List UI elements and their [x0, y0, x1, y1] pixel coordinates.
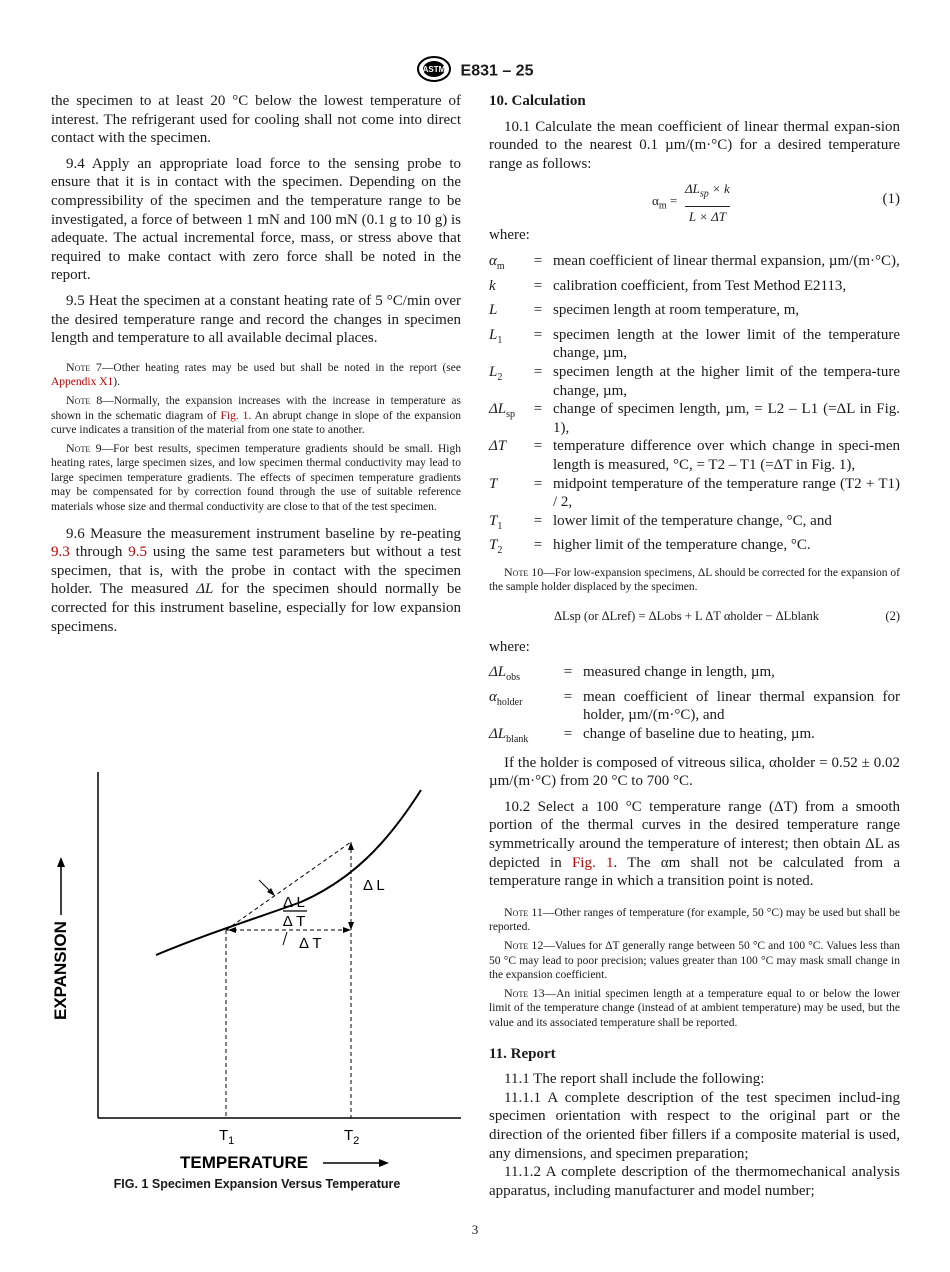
note-12: Note 12—Values for ΔT generally range between 50 °C and 100 °C. Values less than 50 °C may lead to poor precision; values greater than 100 °C may mask small change in the expansion coefficient.	[489, 937, 901, 982]
equation-2: ΔLsp (or ΔLref) = ΔLobs + L ΔT αholder − ΔLblank (2)	[489, 607, 900, 626]
dt-label: Δ T	[299, 935, 322, 952]
paragraph-9-5: 9.5 Heat the specimen at a constant heating rate of 5 °C/min over the desired temperature range and record the changes in specimen length and temperature to all available decimal places.	[51, 292, 461, 347]
figure-1	[51, 770, 463, 1200]
astm-logo-icon	[417, 56, 451, 87]
appendix-x1-link[interactable]: Appendix X1	[51, 376, 114, 389]
definition-row: $\Delta L_{blank}$ = change of baseline due to heating, µm.	[489, 726, 815, 746]
note-7: Note 7—Other heating rates may be used but shall be noted in the report (see Appendix X1).	[51, 359, 461, 389]
paragraph-11-1-1: 11.1.1 A complete description of the test specimen includ-ing specimen orientation with respect to the original part or the direction of the oriented fiber fillers if a composite material is used, any dimensions, and specimen preparation;	[489, 1089, 900, 1162]
equation-1: $\alpha_m$ = $\Delta L_{sp} \times k$ L × ΔT (1)	[652, 181, 900, 224]
y-axis-label: EXPANSION	[51, 921, 70, 1020]
definition-row: L = specimen length at room temperature, m,	[489, 302, 800, 319]
section-9-3-link[interactable]: 9.3	[51, 544, 70, 561]
expansion-curve	[156, 790, 421, 955]
figure-caption: FIG. 1 Specimen Expansion Versus Temperature	[113, 1177, 401, 1191]
paragraph-11-1: 11.1 The report shall include the following:	[504, 1071, 765, 1088]
definition-row: $T_2$ = higher limit of the temperature change, °C.	[489, 537, 811, 557]
paragraph-continued: the specimen to at least 20 °C below the lowest temperature of interest. The refrigerant used for cooling shall not come into direct contact with the specimen.	[51, 93, 461, 147]
paragraph-9-6: 9.6 Measure the measurement instrument baseline by re-peating 9.3 through 9.5 using the same test parameters but without a test specimen, that is, with the probe in contact with the specimen holder. The measured ΔL for the specimen should normally be corrected for this instrument baseline, especially for low expansion specimens.	[51, 525, 462, 635]
left-column	[51, 92, 461, 643]
note-8: Note 8—Normally, the expansion increases with the increase in temperature as shown in the schematic diagram of Fig. 1. An abrupt change in slope of the expansion curve indicates a transition of the material from one state to another.	[51, 392, 462, 437]
paragraph-9-4: 9.4 Apply an appropriate load force to the sensing probe to ensure that it is in contact with the specimen. Depending on the compressibility of the specimen and the temperature range to be investigated, a force of between 1 mN and 100 mN (0.1 g to 10 g) is adequate. The actual incremental force, mass, or stress above that required to make contact with zero force shall be noted in the report.	[51, 155, 461, 284]
paragraph-10-2: 10.2 Select a 100 °C temperature range (ΔT) from a smooth portion of the thermal curves in the desired temperature range symmetrically around the temperature of interest; then obtain ΔL as depicted in Fig. 1. The αm shall not be calculated from a temperature range in which a transition point is noted.	[489, 798, 901, 890]
definition-row: $\alpha_{holder}$ = mean coefficient of linear thermal expansion for holder, µm/(m·°C), and	[489, 688, 900, 724]
note-9: Note 9—For best results, specimen temperature gradients should be small. High heating rates, large specimen sizes, and low specimen thermal conductivity may lead to large specimen temperature gradients. The effects of specimen temperature gradients may be compensated for by correction found through the use of suitable reference materials whose size and thermal conductivity are close to that of the test specimen.	[51, 440, 461, 514]
fig1-link-2[interactable]: Fig. 1	[571, 854, 614, 871]
section-10-heading: 10. Calculation	[489, 93, 586, 109]
definition-row: $\alpha_m$ = mean coefficient of linear thermal expansion, µm/(m·°C),	[489, 252, 900, 272]
where-label-1: where:	[489, 227, 530, 244]
definition-row: $L_2$ = specimen length at the higher limit of the tempera-ture change, µm,	[489, 363, 900, 399]
paragraph-10-1: 10.1 Calculate the mean coefficient of linear thermal expan-sion rounded to the nearest 0.1 µm/(m·°C) for a desired temperature range as follows:	[489, 118, 900, 172]
fig1-link[interactable]: Fig. 1	[220, 409, 249, 422]
definition-row: $\Delta L_{obs}$ = measured change in length, µm,	[489, 664, 775, 684]
y-arrow-icon	[57, 857, 65, 867]
logo-text: ASTM	[422, 65, 445, 74]
standard-code: E831 – 25	[460, 62, 534, 80]
dl-label: Δ L	[363, 877, 385, 894]
slope-fraction-bottom: Δ T	[282, 913, 306, 930]
definitions-list-2	[489, 663, 900, 749]
definition-row: k = calibration coefficient, from Test Method E2113,	[489, 277, 847, 294]
dt-arrow-right	[343, 927, 351, 933]
section-11-heading: 11. Report	[489, 1045, 556, 1062]
x-axis-label: TEMPERATURE	[180, 1153, 309, 1170]
paragraph-holder: If the holder is composed of vitreous silica, αholder = 0.52 ± 0.02 µm/(m·°C) from 20 °C to 700 °C.	[489, 754, 900, 790]
right-column	[489, 92, 900, 1207]
definition-row: $\Delta L_{sp}$ = change of specimen length, µm, = L2 – L1 (=ΔL in Fig. 1),	[489, 401, 900, 436]
definition-row: T = midpoint temperature of the temperature range (T2 + T1) / 2,	[489, 475, 900, 511]
page-header	[0, 56, 950, 87]
dl-arrow-down	[348, 922, 354, 930]
definition-row: $L_1$ = specimen length at the lower limit of the temperature change, µm,	[489, 326, 900, 362]
slope-fraction-top: Δ L	[283, 894, 305, 911]
where-label-2: where:	[489, 638, 530, 655]
section-9-5-link[interactable]: 9.5	[128, 544, 147, 561]
definition-row: ΔT = temperature difference over which change in speci-men length is measured, °C, = T2 – T1 (=ΔT in Fig. 1),	[489, 438, 900, 473]
note-13: Note 13—An initial specimen length at a temperature equal to or below the lower limit of the temperature change (instead of at ambient temperature) may be used, but the value and its associated temperature shall be reported.	[489, 985, 900, 1029]
definitions-list-1	[489, 252, 900, 561]
paragraph-11-1-2: 11.1.2 A complete description of the thermomechanical analysis apparatus, including manufacturer and model number;	[489, 1164, 900, 1199]
page-number: 3	[471, 1222, 479, 1237]
t2-label: $T_2$	[344, 1127, 360, 1147]
note-11: Note 11—Other ranges of temperature (for example, 50 °C) may be used but shall be reported.	[489, 904, 900, 934]
x-arrow-icon	[379, 1159, 389, 1167]
equation-2-number: (2)	[885, 609, 900, 624]
equation-1-number: (1)	[882, 191, 900, 208]
note-10: Note 10—For low-expansion specimens, ΔL should be corrected for the expansion of the sample holder displaced by the specimen.	[489, 564, 901, 594]
definition-row: $T_1$ = lower limit of the temperature change, °C, and	[489, 512, 832, 532]
t1-label: $T_1$	[219, 1127, 235, 1147]
expansion-chart	[51, 770, 463, 1170]
